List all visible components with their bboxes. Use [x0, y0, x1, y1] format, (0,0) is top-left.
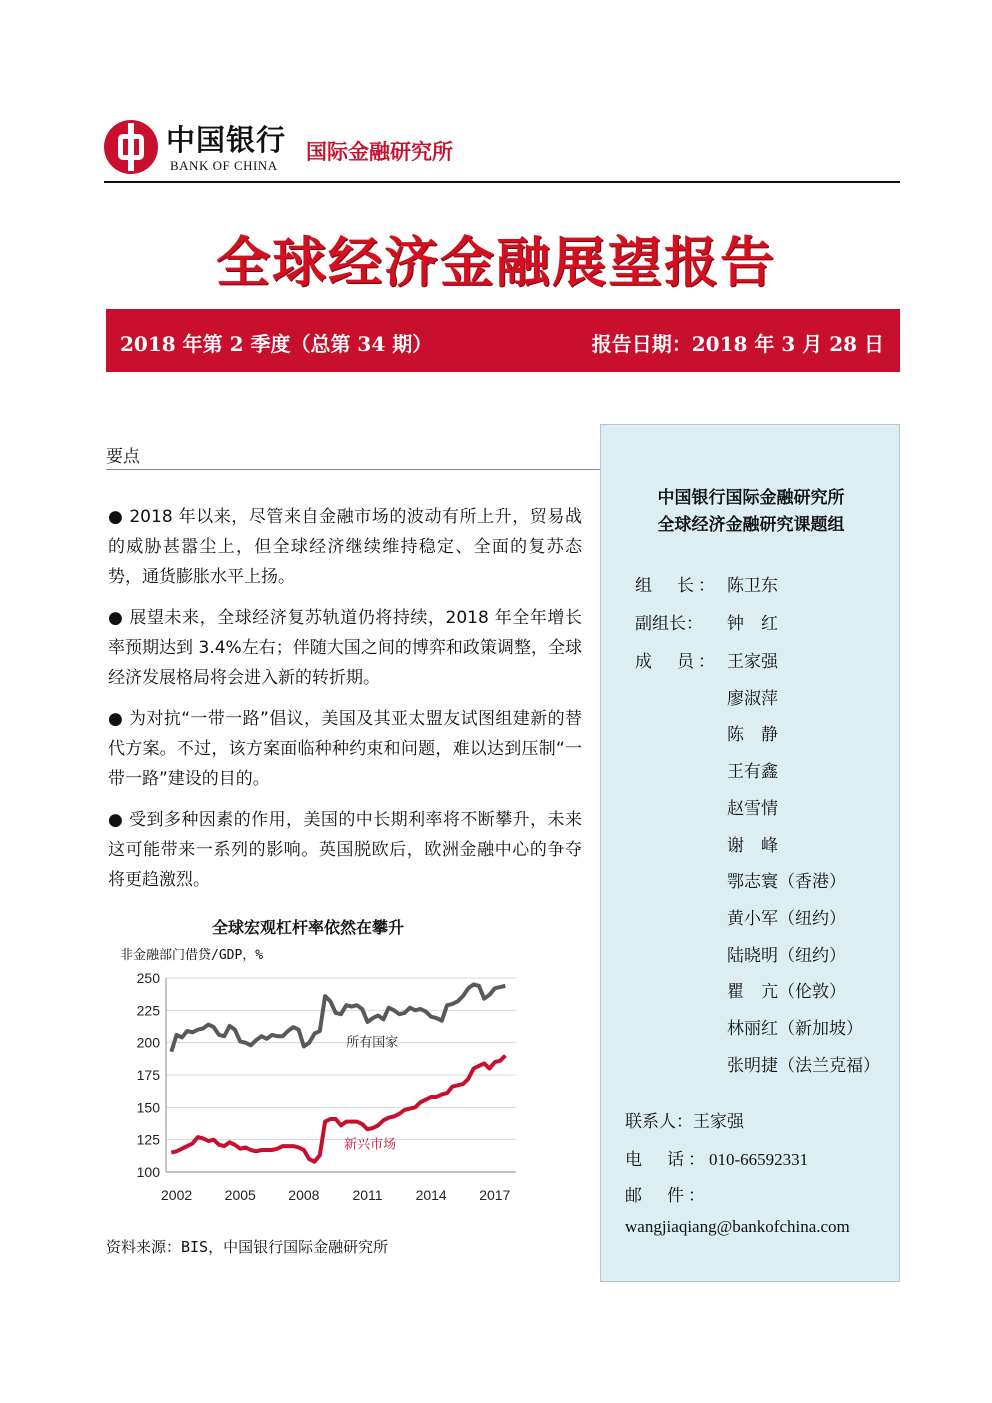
member-name: 陆晓明（纽约） [727, 945, 846, 966]
member-name: 廖淑萍 [727, 688, 778, 709]
y-tick-label: 200 [136, 1034, 160, 1051]
chart-title: 全球宏观杠杆率依然在攀升 [212, 918, 405, 937]
contact-name: 王家强 [693, 1112, 744, 1132]
institute-name: 国际金融研究所 [306, 140, 453, 164]
y-tick-label: 150 [136, 1099, 160, 1116]
member-name: 林丽红（新加坡） [727, 1019, 863, 1039]
x-tick-label: 2002 [161, 1187, 193, 1203]
leader-label: 组 长： [635, 576, 719, 596]
member-name: 赵雪情 [727, 798, 778, 819]
member-name: 王家强 [727, 652, 778, 672]
email-row [625, 1181, 709, 1206]
member-name: 陈 静 [727, 725, 778, 746]
key-points-heading: 要点 [106, 447, 140, 467]
series-label: 所有国家 [346, 1035, 399, 1051]
deputy-name: 钟 红 [727, 614, 778, 634]
y-tick-label: 100 [136, 1164, 160, 1180]
contact-row [625, 1107, 744, 1132]
x-tick-label: 2014 [415, 1187, 447, 1203]
member-name: 鄂志寰（香港） [727, 872, 846, 893]
contact-label: 联系人： [625, 1112, 693, 1132]
team-org-line1: 中国银行国际金融研究所 [657, 488, 845, 508]
team-org [601, 485, 901, 539]
member-name: 瞿 亢（伦敦） [727, 982, 846, 1003]
report-date: 报告日期：2018 年 3 月 28 日 [591, 332, 884, 356]
members-label: 成 员： [635, 652, 719, 672]
chart-source: 资料来源：BIS，中国银行国际金融研究所 [106, 1238, 389, 1256]
bank-of-china-logo-icon [104, 120, 158, 174]
y-tick-label: 175 [136, 1067, 160, 1083]
member-name: 王有鑫 [727, 762, 778, 783]
deputy-label: 副组长： [635, 614, 703, 634]
email-label: 邮 件： [625, 1186, 709, 1206]
key-points-divider [106, 469, 600, 470]
series-line-emerging-markets [171, 1056, 505, 1162]
key-points-list [108, 502, 582, 906]
y-tick-label: 125 [136, 1131, 160, 1148]
key-point: ● 受到多种因素的作用，美国的中长期利率将不断攀升，未来这可能带来一系列的影响。英国脱欧后，欧洲金融中心的争夺将更趋激烈。 [108, 810, 582, 890]
x-tick-label: 2011 [352, 1187, 383, 1203]
member-name: 谢 峰 [727, 835, 778, 856]
team-org-line2: 全球经济金融研究课题组 [657, 515, 845, 535]
leader-name: 陈卫东 [727, 576, 778, 596]
phone-label: 电 话： [625, 1150, 709, 1170]
key-point: ● 展望未来，全球经济复苏轨道仍将持续，2018 年全年增长率预期达到 3.4%左右；伴随大国之间的博弈和政策调整，全球经济发展格局将会进入新的转折期。 [108, 608, 582, 688]
member-name: 黄小军（纽约） [727, 908, 846, 929]
research-team-sidebar [600, 424, 900, 1282]
brand-name-cn: 中国银行 [166, 123, 287, 157]
brand-name-en: BANK OF CHINA [170, 158, 278, 173]
header-divider [104, 181, 900, 183]
email-address[interactable]: wangjiaqiang@bankofchina.com [625, 1217, 850, 1236]
x-tick-label: 2005 [224, 1187, 256, 1203]
y-tick-label: 225 [136, 1002, 160, 1019]
key-point: ● 2018 年以来，尽管来自金融市场的波动有所上升，贸易战的威胁甚嚣尘上，但全球经济继续维持稳定、全面的复苏态势，通货膨胀水平上扬。 [108, 507, 582, 587]
x-tick-label: 2008 [288, 1187, 320, 1203]
series-label: 新兴市场 [344, 1137, 397, 1153]
chart-ylabel: 非金融部门借贷/GDP，% [120, 948, 264, 963]
report-title: 全球经济金融展望报告 [216, 231, 776, 294]
issue-band [106, 309, 900, 372]
series-line-all-countries [171, 985, 505, 1052]
leverage-line-chart [106, 960, 536, 1210]
member-name: 张明捷（法兰克福） [727, 1055, 880, 1076]
phone-row [625, 1145, 808, 1170]
issue-number: 2018 年第 2 季度（总第 34 期） [120, 332, 433, 356]
x-tick-label: 2017 [479, 1187, 511, 1203]
phone-number: 010-66592331 [709, 1150, 809, 1169]
key-point: ● 为对抗“一带一路”倡议，美国及其亚太盟友试图组建新的替代方案。不过，该方案面临种种约束和问题，难以达到压制“一带一路”建设的目的。 [108, 709, 582, 789]
y-tick-label: 250 [136, 970, 160, 986]
